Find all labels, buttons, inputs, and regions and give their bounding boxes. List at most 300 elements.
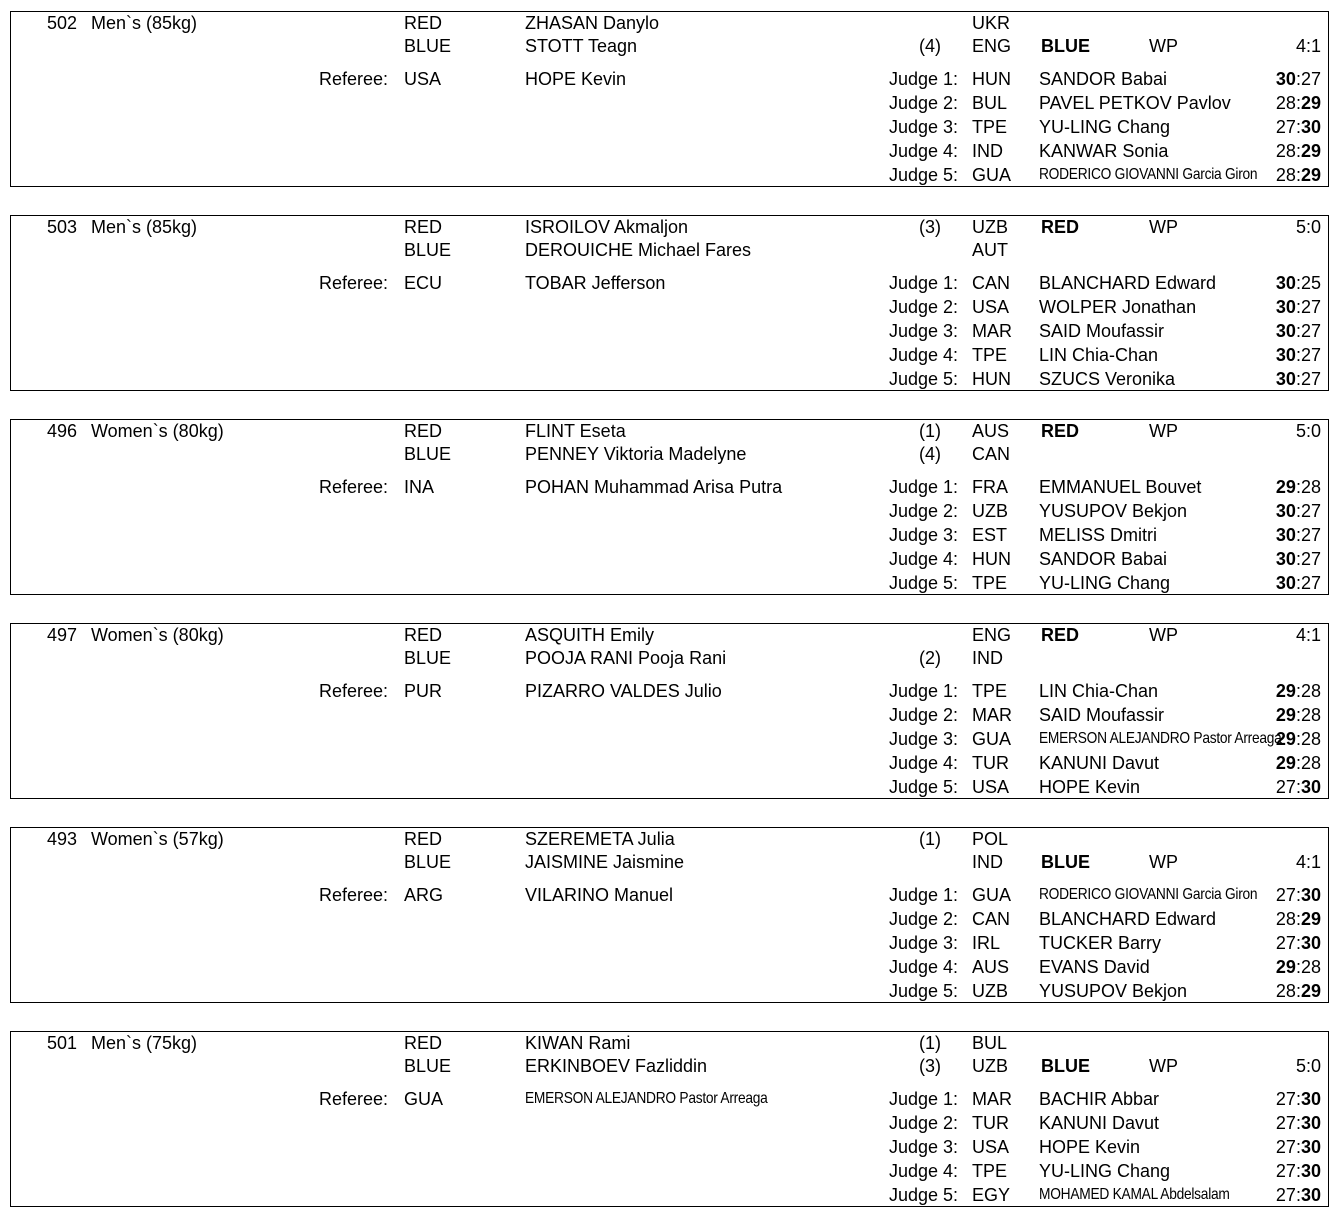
judge-name: EMERSON ALEJANDRO Pastor Arreaga [1039,730,1282,747]
red-corner-label: RED [404,625,443,645]
judge-score-blue: 28 [1300,477,1321,497]
judge-score-blue: 30 [1300,885,1321,905]
judge-score-blue: 30 [1300,777,1321,797]
judge-name: LIN Chia-Chan [1039,345,1159,365]
red-corner-label: RED [404,13,443,33]
red-seed: (3) [919,217,941,237]
judge-score-blue: 30 [1300,117,1321,137]
bout-score: 4:1 [1295,625,1321,645]
judge-country: GUA [972,885,1012,905]
decision-type: WP [1149,852,1178,872]
judge-country: EST [972,525,1008,545]
judge-label: Judge 3: [888,933,958,953]
bout-block [10,11,1329,187]
judge-name: HOPE Kevin [1039,777,1141,797]
score-separator: : [1295,117,1301,137]
judge-score-red: 28 [1275,141,1296,161]
judge-name: TUCKER Barry [1039,933,1162,953]
blue-boxer-name: ERKINBOEV Fazliddin [525,1056,708,1076]
decision-type: WP [1149,421,1178,441]
blue-country: AUT [972,240,1008,260]
referee-name: TOBAR Jefferson [525,273,666,293]
red-corner-label: RED [404,217,443,237]
red-boxer-name: KIWAN Rami [525,1033,631,1053]
bout-score: 4:1 [1295,852,1321,872]
score-separator: : [1295,369,1301,389]
judge-country: MAR [972,1089,1012,1109]
judge-score [1241,1160,1321,1182]
score-separator: : [1295,1137,1301,1157]
judge-country: CAN [972,909,1011,929]
red-country: POL [972,829,1009,849]
score-separator: : [1295,525,1301,545]
judge-score-red: 27 [1275,117,1296,137]
judge-name: BLANCHARD Edward [1039,909,1217,929]
judge-score-red: 29 [1275,705,1296,725]
judge-score-blue: 27 [1300,573,1321,593]
red-seed: (1) [919,829,941,849]
winner-corner: RED [1041,217,1080,237]
score-separator: : [1295,297,1301,317]
judge-score-red: 27 [1275,777,1296,797]
judge-score [1241,476,1321,498]
judge-score-blue: 27 [1300,549,1321,569]
judge-label: Judge 5: [888,165,958,185]
judge-country: IRL [972,933,1001,953]
red-country: AUS [972,421,1010,441]
judge-label: Judge 3: [888,321,958,341]
blue-boxer-name: POOJA RANI Pooja Rani [525,648,727,668]
judge-score-red: 27 [1275,1113,1296,1133]
judge-country: CAN [972,273,1011,293]
score-separator: : [1295,1161,1301,1181]
judge-score-blue: 29 [1300,141,1321,161]
score-separator: : [1295,273,1301,293]
bout-block [10,1031,1329,1207]
judge-country: USA [972,297,1010,317]
judge-name: KANUNI Davut [1039,753,1160,773]
winner-corner: BLUE [1041,852,1090,872]
judge-name: HOPE Kevin [1039,1137,1141,1157]
blue-seed: (4) [919,444,941,464]
judge-score [1241,164,1321,186]
judge-label: Judge 4: [888,345,958,365]
judge-score [1241,68,1321,90]
blue-seed: (4) [919,36,941,56]
judge-score [1241,320,1321,342]
red-boxer-name: FLINT Eseta [525,421,626,441]
judge-score [1241,296,1321,318]
score-separator: : [1295,141,1301,161]
score-separator: : [1295,549,1301,569]
judge-country: HUN [972,369,1011,389]
judge-score [1241,344,1321,366]
judge-score-red: 27 [1275,1161,1296,1181]
referee-label: Referee: [319,681,389,701]
judge-country: TPE [972,573,1008,593]
judge-name: YU-LING Chang [1039,573,1171,593]
judge-name: BACHIR Abbar [1039,1089,1160,1109]
judge-score-red: 30 [1275,321,1296,341]
judge-score [1241,752,1321,774]
judge-name: YU-LING Chang [1039,117,1171,137]
judge-name: SAID Moufassir [1039,321,1165,341]
referee-country: ARG [404,885,444,905]
judge-score-red: 30 [1275,549,1296,569]
score-separator: : [1295,1185,1301,1205]
judge-country: GUA [972,729,1012,749]
judge-country: TPE [972,117,1008,137]
judge-score-blue: 27 [1300,69,1321,89]
blue-country: IND [972,852,1003,872]
blue-country: CAN [972,444,1011,464]
judge-name: KANUNI Davut [1039,1113,1160,1133]
blue-country: IND [972,648,1003,668]
judge-score-red: 29 [1275,729,1296,749]
judge-label: Judge 1: [888,477,958,497]
weight-category: Men`s (85kg) [91,217,198,237]
judge-country: HUN [972,549,1011,569]
judge-score-red: 30 [1275,369,1296,389]
judge-country: UZB [972,501,1008,521]
judge-score [1241,272,1321,294]
judge-label: Judge 2: [888,297,958,317]
score-separator: : [1295,1113,1301,1133]
judge-label: Judge 3: [888,1137,958,1157]
weight-category: Men`s (75kg) [91,1033,198,1053]
referee-name: EMERSON ALEJANDRO Pastor Arreaga [525,1090,768,1107]
blue-corner-label: BLUE [404,648,452,668]
bout-score: 5:0 [1295,421,1321,441]
score-separator: : [1295,321,1301,341]
score-separator: : [1295,729,1301,749]
weight-category: Women`s (80kg) [91,421,224,441]
judge-name: SAID Moufassir [1039,705,1165,725]
red-country: BUL [972,1033,1008,1053]
judge-label: Judge 2: [888,93,958,113]
score-separator: : [1295,753,1301,773]
judge-label: Judge 1: [888,681,958,701]
bout-number: 496 [46,421,77,441]
blue-country: ENG [972,36,1012,56]
judge-label: Judge 3: [888,729,958,749]
score-separator: : [1295,1089,1301,1109]
judge-country: HUN [972,69,1011,89]
judge-name: WOLPER Jonathan [1039,297,1197,317]
judge-score-blue: 27 [1300,345,1321,365]
judge-label: Judge 3: [888,117,958,137]
red-corner-label: RED [404,829,443,849]
judge-label: Judge 5: [888,981,958,1001]
red-boxer-name: SZEREMETA Julia [525,829,675,849]
judge-score [1241,116,1321,138]
judge-name: RODERICO GIOVANNI Garcia Giron [1039,166,1258,183]
judge-label: Judge 1: [888,885,958,905]
judge-score-blue: 27 [1300,321,1321,341]
decision-type: WP [1149,625,1178,645]
decision-type: WP [1149,36,1178,56]
judge-name: BLANCHARD Edward [1039,273,1217,293]
bout-block [10,215,1329,391]
referee-name: HOPE Kevin [525,69,627,89]
judge-country: TPE [972,345,1008,365]
score-separator: : [1295,957,1301,977]
judge-score-blue: 30 [1300,1137,1321,1157]
winner-corner: RED [1041,625,1080,645]
judge-label: Judge 5: [888,777,958,797]
judge-label: Judge 4: [888,1161,958,1181]
winner-corner: BLUE [1041,36,1090,56]
bout-number: 493 [46,829,77,849]
judge-name: SANDOR Babai [1039,549,1168,569]
judge-score-blue: 28 [1300,681,1321,701]
judge-score [1241,548,1321,570]
judge-score [1241,368,1321,390]
judge-label: Judge 5: [888,1185,958,1205]
judge-score [1241,980,1321,1002]
judge-name: EMMANUEL Bouvet [1039,477,1202,497]
referee-name: PIZARRO VALDES Julio [525,681,722,701]
judge-name: YUSUPOV Bekjon [1039,501,1188,521]
judge-score-red: 27 [1275,1185,1296,1205]
blue-boxer-name: PENNEY Viktoria Madelyne [525,444,747,464]
blue-boxer-name: JAISMINE Jaismine [525,852,685,872]
blue-country: UZB [972,1056,1008,1076]
judge-name: YU-LING Chang [1039,1161,1171,1181]
bout-number: 497 [46,625,77,645]
judge-score-blue: 29 [1300,165,1321,185]
judge-country: TPE [972,1161,1008,1181]
judge-label: Judge 5: [888,573,958,593]
blue-seed: (3) [919,1056,941,1076]
bout-number: 503 [46,217,77,237]
judge-name: LIN Chia-Chan [1039,681,1159,701]
judge-score [1241,728,1321,750]
bout-block [10,419,1329,595]
judge-name: RODERICO GIOVANNI Garcia Giron [1039,886,1258,903]
judge-country: FRA [972,477,1008,497]
referee-name: VILARINO Manuel [525,885,674,905]
judge-country: MAR [972,321,1012,341]
bout-block [10,623,1329,799]
judge-score-blue: 28 [1300,957,1321,977]
judge-score-blue: 29 [1300,909,1321,929]
judge-country: USA [972,777,1010,797]
score-separator: : [1295,705,1301,725]
judge-score [1241,776,1321,798]
judge-score-blue: 25 [1300,273,1321,293]
red-corner-label: RED [404,421,443,441]
judge-score-red: 29 [1275,681,1296,701]
blue-corner-label: BLUE [404,1056,452,1076]
judge-name: SANDOR Babai [1039,69,1168,89]
red-country: ENG [972,625,1012,645]
judge-score-blue: 30 [1300,1113,1321,1133]
score-separator: : [1295,93,1301,113]
judge-label: Judge 4: [888,957,958,977]
judge-score [1241,932,1321,954]
judge-score-blue: 30 [1300,1161,1321,1181]
blue-corner-label: BLUE [404,852,452,872]
judge-score-blue: 30 [1300,933,1321,953]
judge-country: AUS [972,957,1010,977]
winner-corner: BLUE [1041,1056,1090,1076]
blue-boxer-name: STOTT Teagn [525,36,638,56]
judge-score-red: 27 [1275,1089,1296,1109]
judge-label: Judge 1: [888,1089,958,1109]
judge-score [1241,1136,1321,1158]
referee-country: PUR [404,681,443,701]
red-boxer-name: ZHASAN Danylo [525,13,660,33]
blue-corner-label: BLUE [404,36,452,56]
blue-boxer-name: DEROUICHE Michael Fares [525,240,752,260]
score-separator: : [1295,573,1301,593]
red-boxer-name: ASQUITH Emily [525,625,655,645]
score-separator: : [1295,681,1301,701]
judge-score-blue: 27 [1300,369,1321,389]
referee-country: ECU [404,273,443,293]
judge-label: Judge 2: [888,1113,958,1133]
judge-score-blue: 30 [1300,1089,1321,1109]
judge-label: Judge 2: [888,705,958,725]
judge-country: TUR [972,1113,1009,1133]
score-separator: : [1295,165,1301,185]
judge-score-blue: 29 [1300,93,1321,113]
judge-score [1241,704,1321,726]
score-separator: : [1295,933,1301,953]
judge-score [1241,1112,1321,1134]
judge-score [1241,140,1321,162]
judge-score-red: 30 [1275,69,1296,89]
judge-country: IND [972,141,1003,161]
score-separator: : [1295,885,1301,905]
judge-country: USA [972,1137,1010,1157]
judge-country: EGY [972,1185,1011,1205]
blue-seed: (2) [919,648,941,668]
judge-label: Judge 3: [888,525,958,545]
referee-country: INA [404,477,435,497]
judge-score-blue: 29 [1300,981,1321,1001]
weight-category: Women`s (80kg) [91,625,224,645]
judge-score-red: 29 [1275,477,1296,497]
bout-score: 5:0 [1295,1056,1321,1076]
judge-score-red: 30 [1275,573,1296,593]
judge-country: BUL [972,93,1008,113]
blue-corner-label: BLUE [404,240,452,260]
referee-label: Referee: [319,477,389,497]
judge-score-red: 30 [1275,345,1296,365]
judge-country: MAR [972,705,1012,725]
red-seed: (1) [919,1033,941,1053]
judge-label: Judge 2: [888,501,958,521]
judge-name: SZUCS Veronika [1039,369,1176,389]
winner-corner: RED [1041,421,1080,441]
score-separator: : [1295,69,1301,89]
referee-label: Referee: [319,885,389,905]
judge-name: YUSUPOV Bekjon [1039,981,1188,1001]
judge-score-blue: 27 [1300,501,1321,521]
judge-score-red: 28 [1275,93,1296,113]
judge-score-red: 27 [1275,885,1296,905]
score-separator: : [1295,777,1301,797]
judge-score-red: 30 [1275,501,1296,521]
judge-name: MOHAMED KAMAL Abdelsalam [1039,1186,1230,1203]
judge-score-blue: 27 [1300,525,1321,545]
red-seed: (1) [919,421,941,441]
bout-number: 502 [46,13,77,33]
bout-score: 4:1 [1295,36,1321,56]
judge-score-red: 27 [1275,1137,1296,1157]
blue-corner-label: BLUE [404,444,452,464]
score-separator: : [1295,909,1301,929]
judge-score [1241,956,1321,978]
judge-name: PAVEL PETKOV Pavlov [1039,93,1231,113]
judge-name: KANWAR Sonia [1039,141,1169,161]
judge-score [1241,92,1321,114]
judge-score-red: 30 [1275,297,1296,317]
judge-country: TUR [972,753,1009,773]
judge-score [1241,572,1321,594]
judge-name: EVANS David [1039,957,1150,977]
referee-label: Referee: [319,69,389,89]
score-separator: : [1295,981,1301,1001]
referee-label: Referee: [319,273,389,293]
judge-label: Judge 4: [888,141,958,161]
red-country: UZB [972,217,1008,237]
judge-score-red: 28 [1275,165,1296,185]
bout-number: 501 [46,1033,77,1053]
red-country: UKR [972,13,1011,33]
weight-category: Men`s (85kg) [91,13,198,33]
weight-category: Women`s (57kg) [91,829,224,849]
judge-score [1241,1088,1321,1110]
judge-country: TPE [972,681,1008,701]
judge-score-red: 28 [1275,981,1296,1001]
red-corner-label: RED [404,1033,443,1053]
judge-score-blue: 30 [1300,1185,1321,1205]
judge-score-blue: 28 [1300,705,1321,725]
referee-label: Referee: [319,1089,389,1109]
bout-block [10,827,1329,1003]
decision-type: WP [1149,1056,1178,1076]
judge-label: Judge 2: [888,909,958,929]
judge-score [1241,524,1321,546]
judge-score [1241,884,1321,906]
bout-score: 5:0 [1295,217,1321,237]
decision-type: WP [1149,217,1178,237]
judge-label: Judge 1: [888,273,958,293]
judge-score-red: 30 [1275,525,1296,545]
judge-score-red: 28 [1275,909,1296,929]
score-separator: : [1295,477,1301,497]
score-separator: : [1295,501,1301,521]
judge-score-red: 27 [1275,933,1296,953]
judge-score-blue: 28 [1300,753,1321,773]
judge-country: UZB [972,981,1008,1001]
judge-country: GUA [972,165,1012,185]
judge-label: Judge 1: [888,69,958,89]
referee-country: USA [404,69,442,89]
judge-score [1241,908,1321,930]
judge-label: Judge 5: [888,369,958,389]
red-boxer-name: ISROILOV Akmaljon [525,217,689,237]
judge-score-red: 29 [1275,753,1296,773]
referee-name: POHAN Muhammad Arisa Putra [525,477,783,497]
judge-label: Judge 4: [888,549,958,569]
judge-score-red: 29 [1275,957,1296,977]
judge-score-red: 30 [1275,273,1296,293]
score-separator: : [1295,345,1301,365]
